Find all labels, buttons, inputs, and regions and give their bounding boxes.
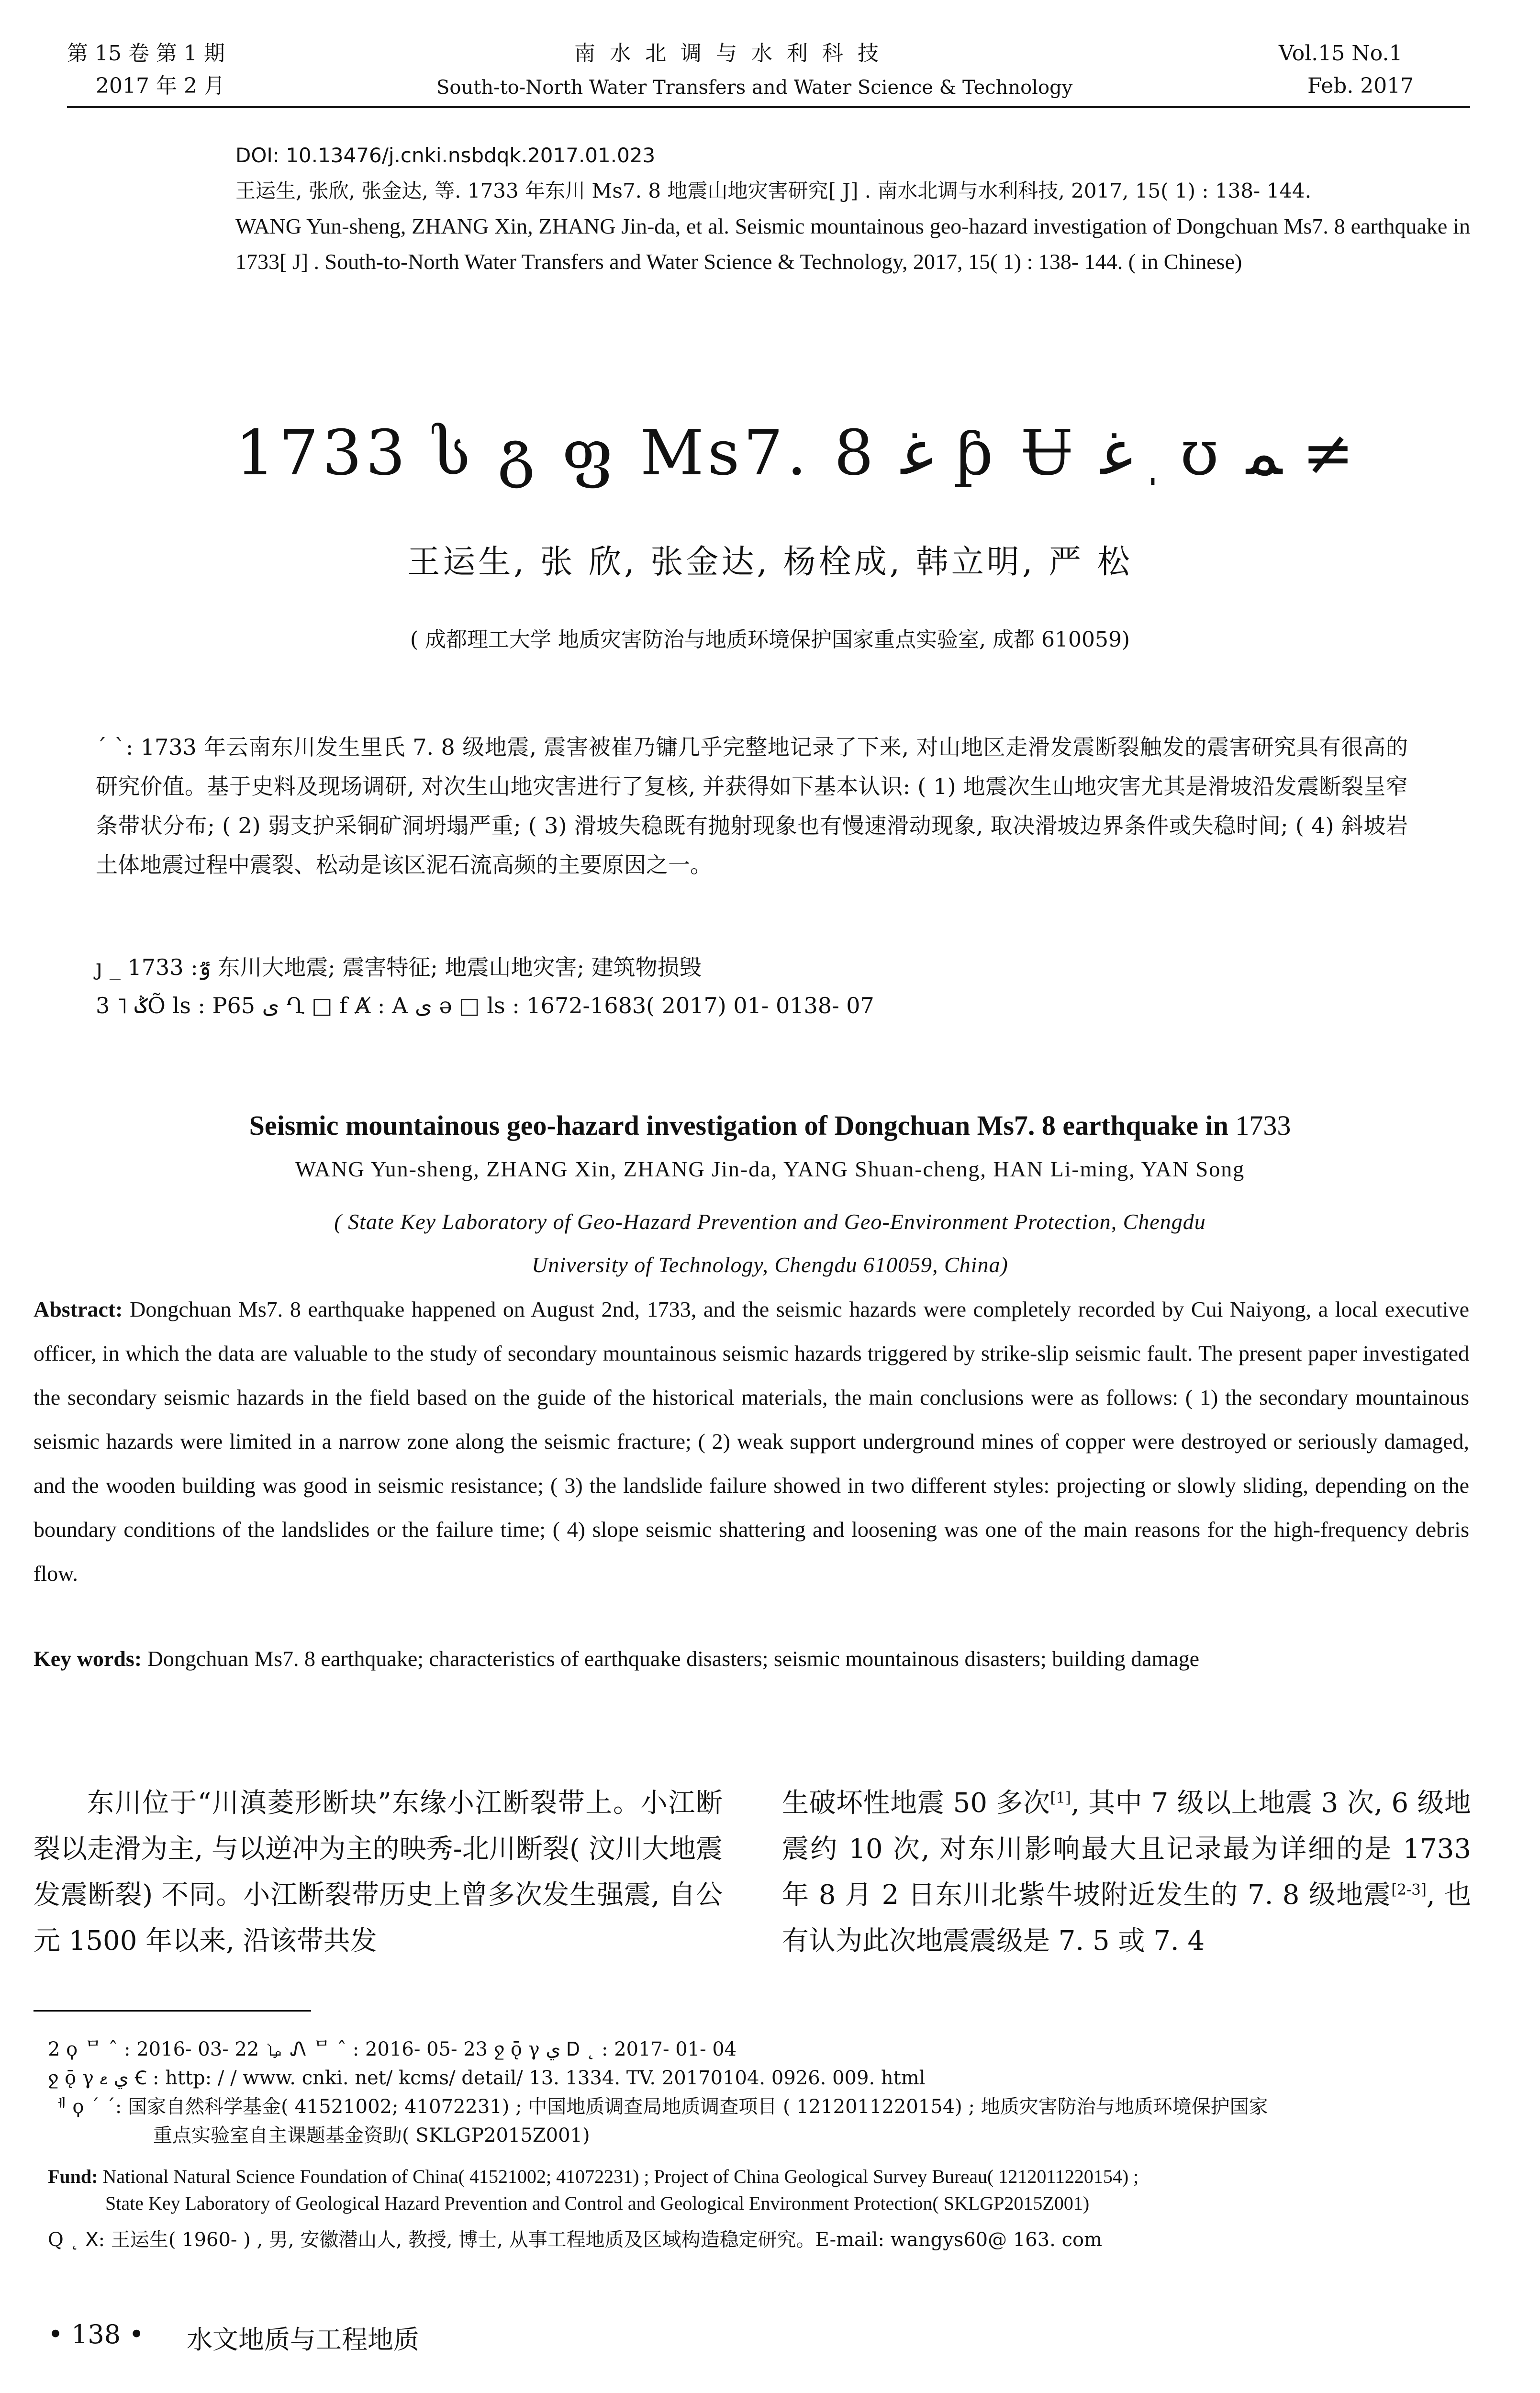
english-affiliation-line1: ( State Key Laboratory of Geo-Hazard Prevention and Geo-Environment Protection, Chengdu bbox=[334, 1209, 1206, 1234]
english-abstract-text: Dongchuan Ms7. 8 earthquake happened on August 2nd, 1733, and the seismic hazards were completely recorded by Cui Naiyong, a local executive officer, in which the data are valuable to the study of secondary mountainous seismic hazards triggered by strike-slip seismic fault. The present paper investigated the secondary seismic hazards in the field based on the guide of the historical materials, the main conclusions were as follows: ( 1) the secondary mountainous seismic hazards were limited in a narrow zone along the seismic fracture; ( 2) weak support underground mines of copper were destroyed or seriously damaged, and the wooden building was good in seismic resistance; ( 3) the landslide failure showed in two different styles: projecting or slowly sliding, depending on the boundary conditions of the landslides or the failure time; ( 4) slope seismic shattering and loosening was one of the main reasons for the high-frequency debris flow. bbox=[33, 1297, 1469, 1586]
keywords-cn-label: ȷ _ ٷ bbox=[96, 954, 211, 980]
footer-journal: 水文地质与工程地质 bbox=[187, 2325, 419, 2355]
page-title: 1733 ს გ ფ Ms7. 8 ﻏ ƥ Ʉ ﻏ ֽ ʊ ﻤ ≠ bbox=[235, 416, 1354, 489]
keywords-cn bbox=[96, 948, 702, 987]
english-keywords-text: Dongchuan Ms7. 8 earthquake; characteristics of earthquake disasters; seismic mountainous disasters; building damage bbox=[142, 1646, 1200, 1671]
english-title bbox=[0, 1109, 1540, 1141]
body-right-pre: 生破坏性地震 50 多次 bbox=[782, 1788, 1050, 1819]
footnote-url: ջ ǭ γ ي ޱ Ꞓ : http: / / www. cnki. net/ kcms/ detail/ 13. 1334. TV. 20170104. 0926. 009. html bbox=[48, 2067, 926, 2089]
english-authors: WANG Yun-sheng, ZHANG Xin, ZHANG Jin-da, YANG Shuan-cheng, HAN Li-ming, YAN Song bbox=[295, 1157, 1245, 1181]
english-affiliation bbox=[0, 1200, 1540, 1286]
english-affiliation-line2: University of Technology, Chengdu 610059, China) bbox=[532, 1252, 1008, 1277]
footnote-author-text: : 王运生( 1960- ) , 男, 安徽潜山人, 教授, 博士, 从事工程地质及区域构造稳定研究。E-mail: wangys60@ 163. com bbox=[98, 2229, 1103, 2251]
header-volume-cn: 第 15 卷 第 1 期 bbox=[67, 41, 225, 66]
doi: DOI: 10.13476/j.cnki.nsbdqk.2017.01.023 bbox=[235, 144, 656, 167]
classification-line: 3 ˥ ݣÕ ls : P65 ى Ղ □ f Ⱥ : A ى ə □ ls : 1672-1683( 2017) 01- 0138- 07 bbox=[96, 993, 874, 1018]
authors-cn: 王运生, 张 欣, 张金达, 杨栓成, 韩立明, 严 松 bbox=[407, 543, 1133, 581]
footnote-author bbox=[48, 2225, 1469, 2254]
body-right-column bbox=[782, 1780, 1471, 1964]
footnotes bbox=[48, 2035, 1469, 2150]
footnote-fund-cn-cont: 重点实验室自主课题基金资助( SKLGP2015Z001) bbox=[153, 2125, 590, 2147]
header-volume-en: Vol.15 No.1 bbox=[1279, 41, 1403, 66]
header-rule bbox=[67, 106, 1470, 108]
header-journal-cn: 南 水 北 调 与 水 利 科 技 bbox=[574, 41, 882, 66]
english-keywords bbox=[33, 1637, 1469, 1681]
header-date-cn: 2017 年 2 月 bbox=[96, 74, 225, 98]
citation-en: WANG Yun-sheng, ZHANG Xin, ZHANG Jin-da, et al. Seismic mountainous geo-hazard investigation of Dongchuan Ms7. 8 earthquake in 1733[ J] . South-to-North Water Transfers and Water Science & Technology, 2017, 15( 1) : 138- 144. ( in Chinese) bbox=[235, 214, 1470, 274]
abstract-cn-text: : 1733 年云南东川发生里氏 7. 8 级地震, 震害被崔乃镛几乎完整地记录了下来, 对山地区走滑发震断裂触发的震害研究具有很高的研究价值。基于史料及现场调研, 对次生山地灾害进行了复核, 并获得如下基本认识: ( 1) 地震次生山地灾害尤其是滑坡沿发震断裂呈窄条带状分布; ( 2) 弱支护采铜矿洞坍塌严重; ( 3) 滑坡失稳既有抛射现象也有慢速滑动现象, 取决滑坡边界条件或失稳时间; ( 4) 斜坡岩土体地震过程中震裂、松动是该区泥石流高频的主要原因之一。 bbox=[96, 734, 1408, 878]
body-right-post: , 也有认为此次地震震级是 7. 5 或 7. 4 bbox=[782, 1879, 1472, 1957]
page-number: • 138 • bbox=[48, 2319, 145, 2349]
english-title-year: 1733 bbox=[1228, 1110, 1291, 1141]
body-left-column: 东川位于“川滇菱形断块”东缘小江断裂带上。小江断裂以走滑为主, 与以逆冲为主的映秀-北川断裂( 汶川大地震发震断裂) 不同。小江断裂带历史上曾多次发生强震, 自公元 1500 年以来, 沿该带共发 bbox=[33, 1788, 723, 1957]
english-keywords-label: Key words: bbox=[33, 1646, 142, 1671]
ref-2-3[interactable]: [2-3] bbox=[1391, 1881, 1427, 1899]
english-abstract bbox=[33, 1287, 1469, 1596]
affiliation-cn: ( 成都理工大学 地质灾害防治与地质环境保护国家重点实验室, 成都 610059) bbox=[410, 627, 1130, 652]
footnote-fund-en bbox=[48, 2163, 1469, 2217]
ref-1[interactable]: [1] bbox=[1050, 1789, 1071, 1807]
footnote-fund-en-label: Fund: bbox=[48, 2166, 98, 2187]
citation-block bbox=[235, 138, 1470, 280]
abstract-cn bbox=[96, 727, 1408, 884]
footnote-fund-en-2: State Key Laboratory of Geological Hazard Prevention and Control and Geological Environment Protection( SKLGP2015Z001) bbox=[105, 2192, 1090, 2214]
footnote-fund-cn-1: : 国家自然科学基金( 41521002; 41072231) ; 中国地质调查局地质调查项目 ( 1212011220154) ; 地质灾害防治与地质环境保护国家 bbox=[115, 2096, 1268, 2118]
footnote-dates: 2 ϙ ᄆ ˆ : 2016- 03- 22 ࡩ Ꮑ ᄆ ˆ : 2016- 05- 23 ջ ǭ γ ي Ꭰ ˛ : 2017- 01- 04 bbox=[48, 2038, 737, 2060]
footnote-fund-cn-label: ᅦ ϙ ˊ ˊ bbox=[48, 2096, 115, 2118]
header-journal-en: South-to-North Water Transfers and Water Science & Technology bbox=[436, 77, 1073, 99]
abstract-cn-label: ˊ ˋ bbox=[96, 734, 126, 760]
keywords-cn-text: : 1733 东川大地震; 震害特征; 地震山地灾害; 建筑物损毁 bbox=[127, 954, 702, 980]
footnote-rule bbox=[33, 2010, 311, 2012]
footnote-fund-en-1: National Natural Science Foundation of China( 41521002; 41072231) ; Project of China Geological Survey Bureau( 1212011220154) ; bbox=[98, 2166, 1139, 2187]
footnote-author-label: Q ˛ ꓫ bbox=[48, 2229, 99, 2251]
body-right-mid: , 其中 7 级以上地震 3 次, 6 级地震约 10 次, 对东川影响最大且记录最为详细的是 1733 年 8 月 2 日东川北紫牛坡附近发生的 7. 8 级地震 bbox=[782, 1788, 1471, 1911]
footnote-fund-cn bbox=[48, 2092, 1469, 2121]
english-title-main: Seismic mountainous geo-hazard investigation of Dongchuan Ms7. 8 earthquake in bbox=[249, 1110, 1228, 1141]
header-date-en: Feb. 2017 bbox=[1307, 74, 1414, 98]
english-abstract-label: Abstract: bbox=[33, 1297, 123, 1321]
citation-cn: 王运生, 张欣, 张金达, 等. 1733 年东川 Ms7. 8 地震山地灾害研究[ J] . 南水北调与水利科技, 2017, 15( 1) : 138- 144. bbox=[235, 179, 1312, 202]
